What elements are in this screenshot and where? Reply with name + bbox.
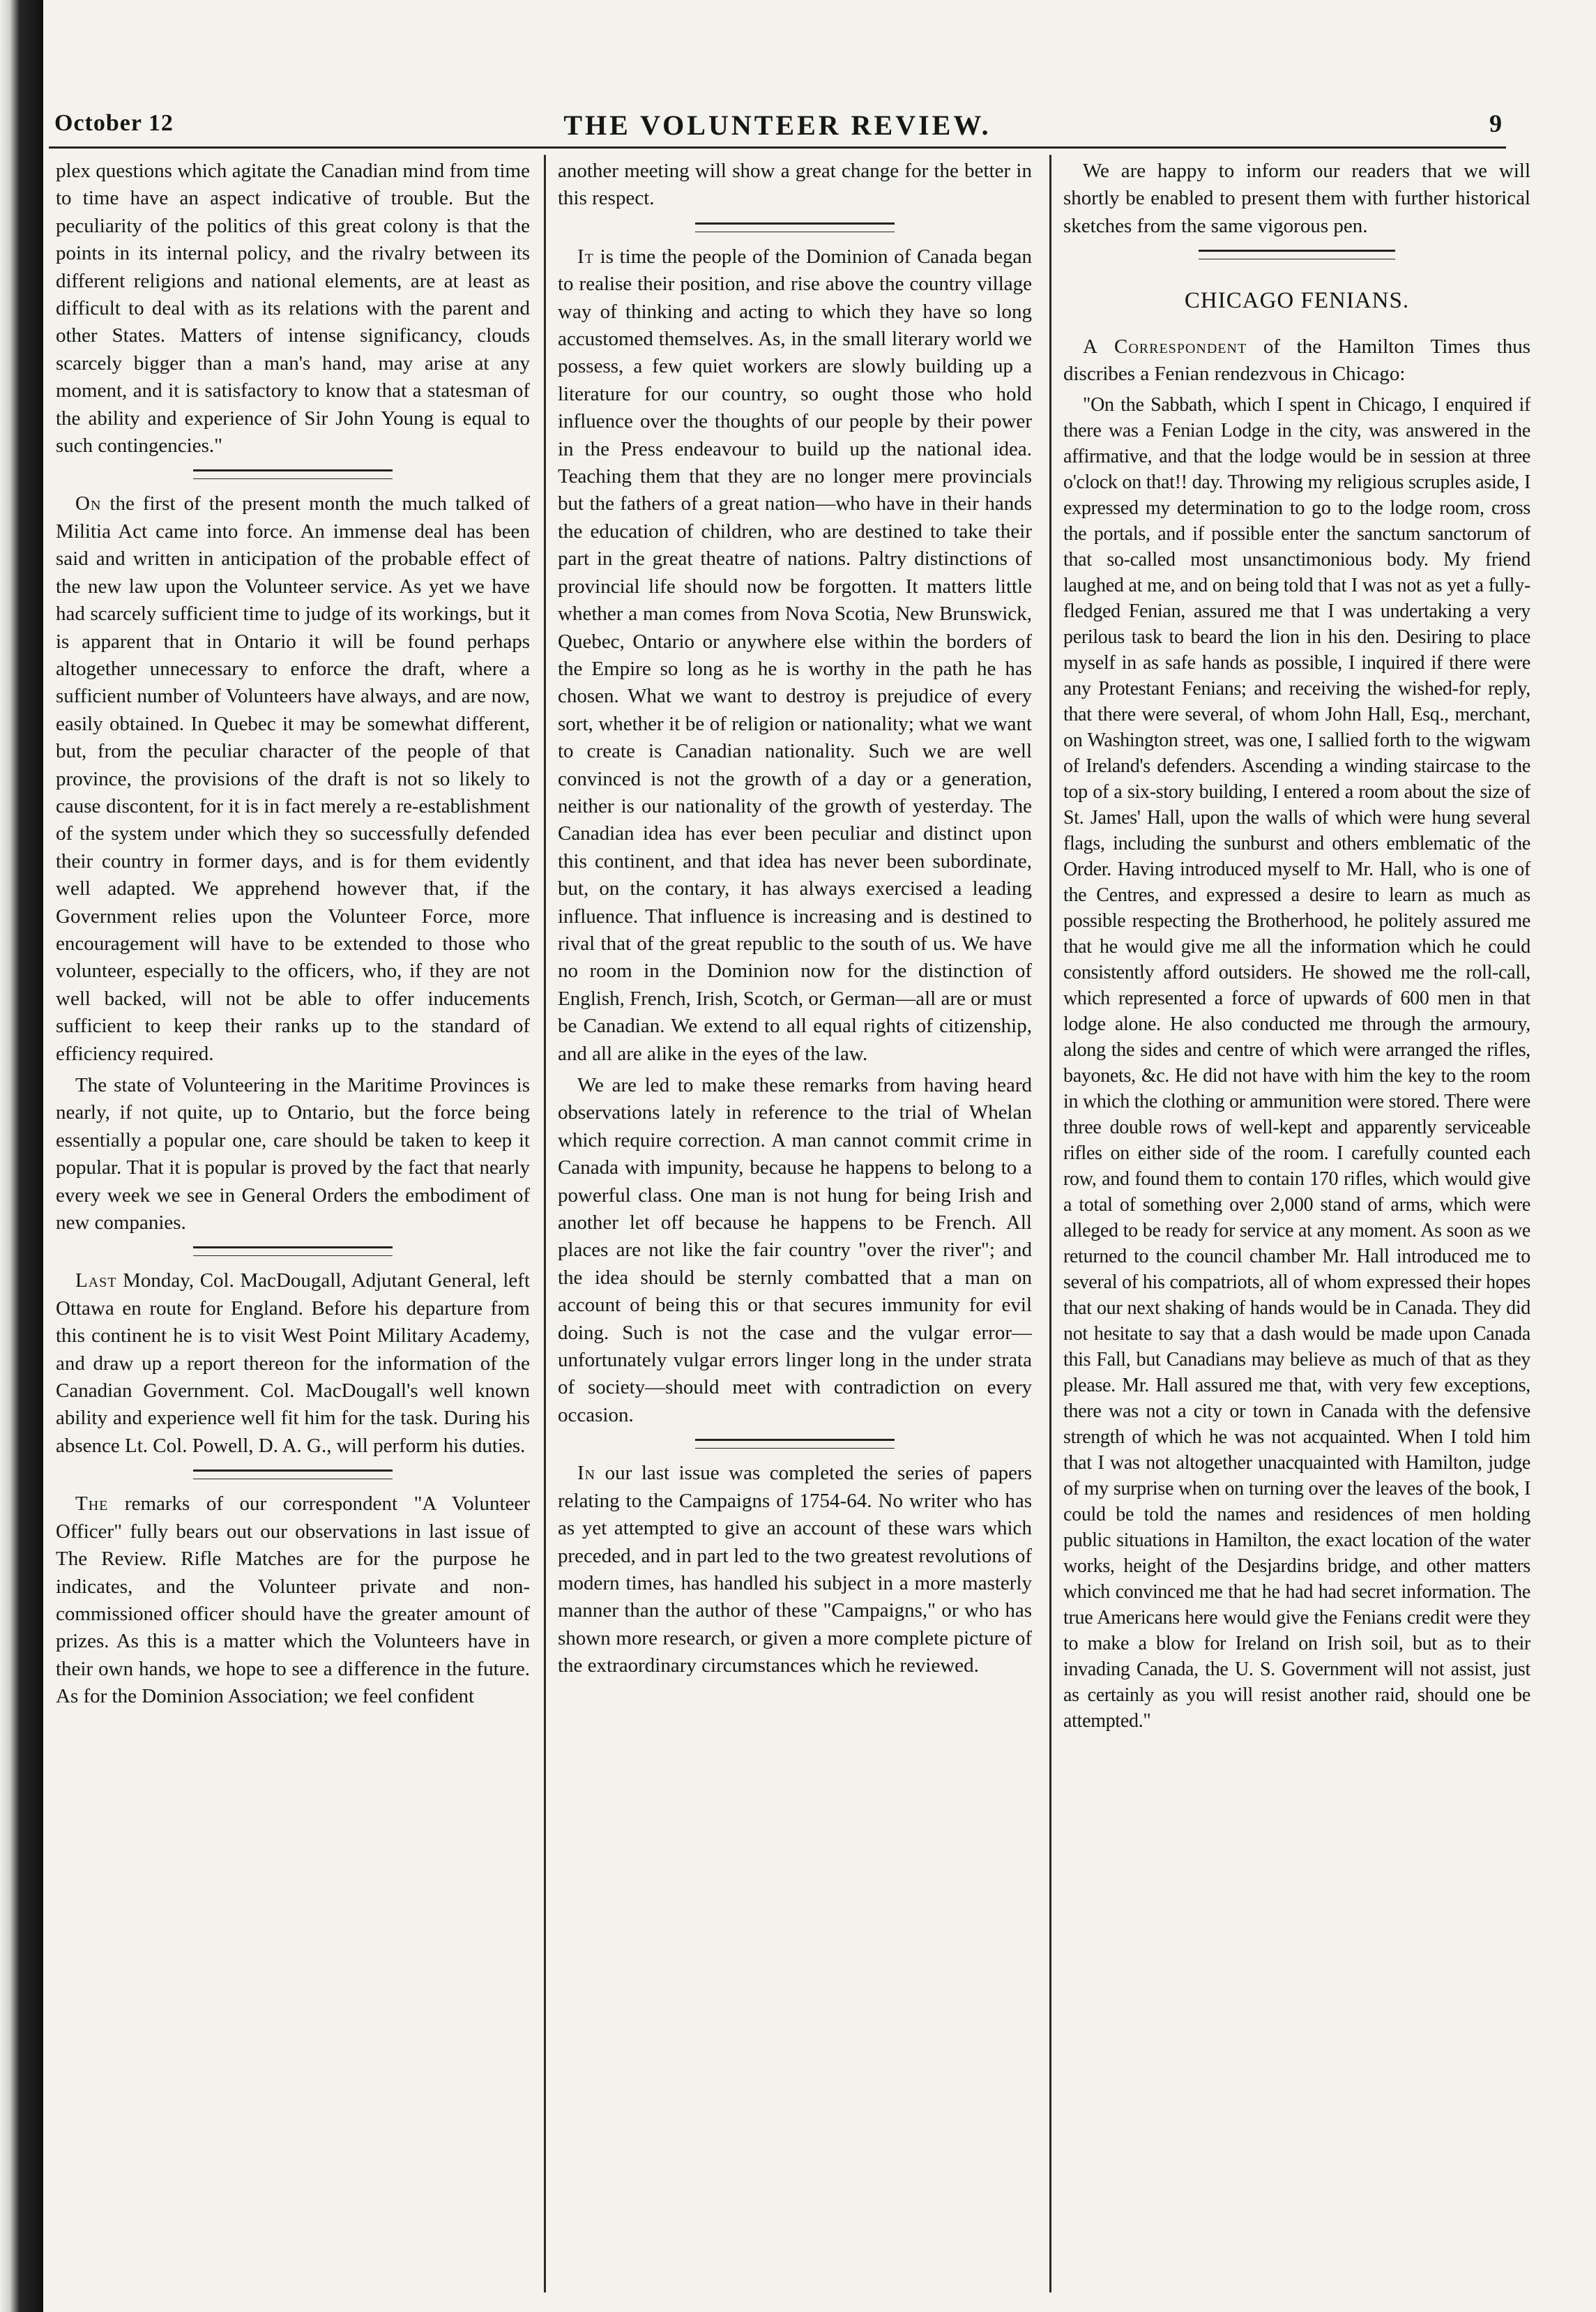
- section-rule: [695, 1439, 895, 1449]
- section-rule: [193, 469, 393, 479]
- correspondent-paragraph: [56, 1490, 530, 1710]
- paragraph-lead: On: [75, 492, 102, 515]
- paragraph-text: remarks of our correspondent "A Volunteer Officer" fully bears out our observations in last issue of The Review. Rifle Matches are for the purpose he indicates, and the Volunteer private and non-commissioned officer should have the greater amount of prizes. As this is a matter which the Volunteers have in their own hands, we hope to see a difference in the future. As for the Dominion Association; we feel confident: [56, 1493, 530, 1708]
- paragraph-lead: The: [75, 1493, 109, 1516]
- announcement-paragraph: We are happy to inform our readers that we will shortly be enabled to present them with further historical sketches from the same vigorous pen.: [1063, 160, 1530, 237]
- section-rule: [193, 1469, 393, 1479]
- page-number: 9: [1489, 109, 1502, 137]
- column-two: [558, 158, 1032, 2292]
- publication-title: THE VOLUNTEER REVIEW.: [563, 109, 991, 141]
- paragraph-text: of the Hamilton Times thus discribes a Fenian rendezvous in Chicago:: [1063, 335, 1530, 386]
- paragraph-lead: Last: [75, 1269, 117, 1292]
- column-one: [56, 158, 530, 2292]
- section-rule: [1199, 250, 1394, 259]
- page-header: [49, 105, 1506, 149]
- paragraph-text: Monday, Col. MacDougall, Adjutant General, left Ottawa en route for England. Before his departure from this continent he is to visit West Point Military Academy, and draw up a report thereon for the information of the Canadian Government. Col. MacDougall's well known ability and experience well fit him for the task. During his absence Lt. Col. Powell, D. A. G., will perform his duties.: [56, 1269, 530, 1457]
- page-binding-edge: [0, 0, 43, 2312]
- issue-date: October 12: [54, 110, 174, 136]
- whelan-paragraph: We are led to make these remarks from having heard observations lately in reference to the trial of Whelan which require correction. A man cannot commit crime in Canada with impunity, because he happens to belong to a powerful class. One man is not hung for being Irish and another let off because he happens to be French. All places are not like the fair country "over the river"; and the idea should be sternly combatted that a man on account of being this or that secures immunity for evil doing. Such is not the case and the vulgar error—unfortunately vulgar errors linger long in the under strata of society—should meet with contradiction on every occasion.: [558, 1074, 1032, 1426]
- campaigns-paragraph: [558, 1460, 1032, 1679]
- nationality-paragraph: [558, 243, 1032, 1068]
- column-three: [1063, 158, 1530, 2292]
- maritime-paragraph: The state of Volunteering in the Maritime Provinces is nearly, if not quite, up to Ontario, but the force being essentially a popular one, care should be taken to keep it popular. That it is popular is proved by the fact that nearly every week we see in General Orders the embodiment of new companies.: [56, 1074, 530, 1234]
- section-rule: [695, 222, 895, 232]
- paragraph-lead: In: [577, 1462, 596, 1485]
- militia-act-paragraph: [56, 490, 530, 1068]
- column-divider-left: [544, 155, 546, 2292]
- article-continuation: plex questions which agitate the Canadian mind from time to time have an aspect indicative of trouble. But the peculiarity of the politics of this great colony is that the points in its internal policy, and the rivalry between its different religions and national elements, are at least as difficult to deal with as its relations with the parent and other States. Matters of intense significancy, clouds scarcely bigger than a man's hand, may arise at any moment, and it is satisfactory to know that a statesman of the ability and experience of Sir John Young is equal to such contingencies.": [56, 160, 530, 458]
- macdougall-paragraph: [56, 1267, 530, 1460]
- paragraph-text: is time the people of the Dominion of Canada began to realise their position, and rise above the country village way of thinking and acting to which they have so long accustomed themselves. As, in the small literary world we possess, a few quiet workers are slowly building up a literature for our country, so ought those who hold influence over the thoughts of our people by their power in the Press endeavour to build up the national idea. Teaching them that they are no longer mere provincials but the fathers of a great nation—who have in their hands the education of children, who are destined to take their part in the great theatre of nations. Paltry distinctions of provincial life should now be forgotten. It matters little whether a man comes from Nova Scotia, New Brunswick, Quebec, Ontario or anywhere else within the borders of the Empire so long as he is worthy in the path he has chosen. What we want to destroy is prejudice of every sort, whether it be of religion or nationality; what we want to create is Canadian nationality. Such we are well convinced is not the growth of a day or a generation, neither is our nationality of the growth of yesterday. The Canadian idea has ever been peculiar and distinct upon this continent, and that idea has never been subordinate, but, on the contary, it has always exercised a leading influence. That influence is increasing and is destined to rival that of the great republic to the south of us. We have no room in the Dominion now for the distinction of English, French, Irish, Scotch, or German—all are or must be Canadian. We extend to all equal rights of citizenship, and all are alike in the eyes of the law.: [558, 245, 1032, 1065]
- column-divider-right: [1049, 155, 1051, 2292]
- paragraph-lead: It: [577, 245, 594, 268]
- paragraph-lead: A Correspondent: [1083, 335, 1247, 358]
- fenian-intro-paragraph: [1063, 333, 1530, 388]
- article-heading: CHICAGO FENIANS.: [1184, 288, 1410, 314]
- article-continuation: another meeting will show a great change for the better in this respect.: [558, 160, 1032, 210]
- paragraph-text: the first of the present month the much talked of Militia Act came into force. An immense deal has been said and written in anticipation of the probable effect of the new law upon the Volunteer service. As yet we have had scarcely sufficient time to judge of its workings, but it is apparent that in Ontario it will be found perhaps altogether unnecessary to enforce the draft, where a sufficient number of Volunteers have always, and are now, easily obtained. In Quebec it may be somewhat different, but, from the peculiar character of the people of that province, the provisions of the draft is not so likely to cause discontent, for it is in fact merely a re-establishment of the system under which they so successfully defended their country in former days, and is for them evidently well adapted. We apprehend however that, if the Government relies upon the Volunteer Force, more encouragement will have to be extended to those who volunteer, especially to the officers, who, if they are not well backed, will not be able to offer inducements sufficient to keep their ranks up to the standard of efficiency required.: [56, 492, 530, 1065]
- fenian-quote-paragraph: "On the Sabbath, which I spent in Chicago, I enquired if there was a Fenian Lodge in the city, was answered in the affirmative, and that the lodge would be in session at three o'clock on that!! day. Throwing my religious scruples aside, I expressed my determination to go to the lodge room, cross the portals, and if possible enter the sanctum sanctorum of that so-called most unsanctimonious body. My friend laughed at me, and on being told that I was not as yet a fully-fledged Fenian, assured me that I was undertaking a very perilous task to beard the lion in his den. Desiring to place myself in as safe hands as possible, I inquired if there were any Protestant Fenians; and receiving the wished-for reply, that there were several, of whom John Hall, Esq., merchant, on Washington street, was one, I sallied forth to the wigwam of Ireland's defenders. Ascending a winding staircase to the top of a six-story building, I entered a room about the size of St. James' Hall, upon the walls of which were hung several flags, including the sunburst and others emblematic of the Order. Having introduced myself to Mr. Hall, who is one of the Centres, and expressed a desire to learn as much as possible respecting the Brotherhood, he politely assured me that he would give me all the information which he could consistently afford outsiders. He showed me the roll-call, which represented a force of upwards of 600 men in that lodge alone. He also conducted me through the armoury, along the sides and centre of which were arranged the rifles, bayonets, &c. He did not have with him the key to the room in which the clothing or ammunition were stored. There were three double rows of well-kept and apparently serviceable rifles on either side of the room. I carefully counted each row, and found them to contain 170 rifles, which would give a total of something over 2,000 stand of arms, which were alleged to be ready for service at any moment. As soon as we returned to the council chamber Mr. Hall introduced me to several of his compatriots, all of whom expressed their hopes that our next shaking of hands would be in Canada. They did not hesitate to say that a dash would be made upon Canada this Fall, but Canadians may believe as much of that as they please. Mr. Hall assured me that, with very few exceptions, there was not a city or town in Canada with the defensive strength of which he was not acquainted. When I told him that I was not altogether unacquainted with Hamilton, judge of my surprise when on turning over the leaves of the book, I could be told the names and residences of men holding public situations in Hamilton, the exact location of the water works, height of the Desjardins bridge, and other matters which convinced me that he had had secret information. The true Americans here would give the Fenians credit were they to make a blow for Ireland on Irish soil, but as to their invading Canada, the U. S. Government will not assist, just as certainly as you will resist another raid, should one be attempted.": [1063, 394, 1530, 1732]
- section-rule: [193, 1246, 393, 1256]
- paragraph-text: our last issue was completed the series of papers relating to the Campaigns of 1754-64. No writer who has as yet attempted to give an account of these wars which preceded, and in part led to the two greatest revolutions of modern times, has handled his subject in a more masterly manner than the author of these "Campaigns," or who has shown more research, or given a more complete picture of the extraordinary circumstances which he reviewed.: [558, 1462, 1032, 1677]
